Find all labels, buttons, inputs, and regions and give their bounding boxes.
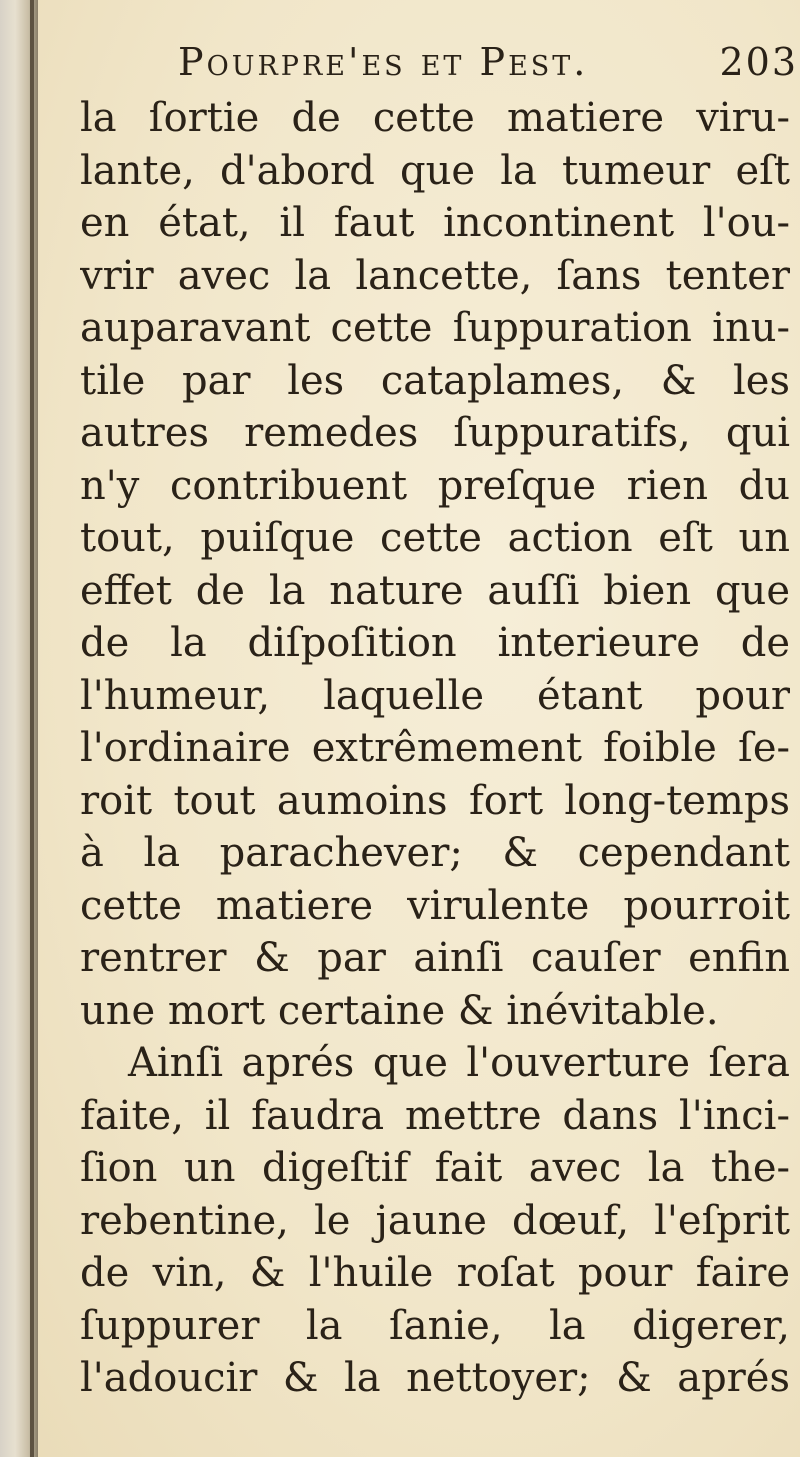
- text-line: la ſortie de cette matiere viru-: [80, 95, 790, 141]
- text-line: roit tout aumoins fort long-temps: [80, 777, 790, 824]
- gutter-shadow-line: [30, 0, 34, 1457]
- text-line: rentrer & par ainſi cauſer enfin: [80, 935, 790, 981]
- text-line: l'ordinaire extrêmement foible ſe-: [80, 725, 790, 771]
- text-line: rebentine, le jaune dœuf, l'eſprit: [80, 1197, 790, 1244]
- text-line: l'humeur, laquelle étant pour: [80, 672, 790, 719]
- text-line: autres remedes ſuppuratifs, qui: [80, 410, 790, 456]
- text-line: effet de la nature auſſi bien que: [80, 567, 790, 614]
- text-line: en état, il faut incontinent l'ou-: [80, 200, 790, 246]
- text-line: vrir avec la lancette, ſans tenter: [80, 252, 790, 299]
- text-line: de vin, & l'huile roſat pour faire: [80, 1250, 790, 1296]
- text-line: tile par les cataplames, & les: [80, 357, 790, 404]
- text-line: tout, puiſque cette action eſt un: [80, 515, 790, 561]
- text-line: lante, d'abord que la tumeur eſt: [80, 147, 790, 194]
- paragraph-start-line: Ainſi aprés que l'ouverture ſera: [128, 1040, 790, 1086]
- running-head: Pourpre'es et Pest.: [178, 40, 589, 84]
- paragraph-end-line: une mort certaine & inévitable.: [80, 987, 719, 1034]
- text-line: n'y contribuent preſque rien du: [80, 462, 790, 509]
- text-line: de la diſpoſition interieure de: [80, 620, 790, 666]
- text-line: auparavant cette ſuppuration inu-: [80, 305, 790, 351]
- text-line: cette matiere virulente pourroit: [80, 882, 790, 929]
- text-line: ſion un digeſtif fait avec la the-: [80, 1145, 790, 1191]
- text-line: à la parachever; & cependant: [80, 830, 790, 876]
- page-header: [178, 34, 798, 94]
- text-line: ſuppurer la ſanie, la digerer,: [80, 1302, 790, 1349]
- text-line: faite, il faudra mettre dans l'inci-: [80, 1092, 790, 1139]
- book-page: [38, 0, 800, 1457]
- page-number: 203: [719, 40, 798, 84]
- text-line: l'adoucir & la nettoyer; & aprés: [80, 1355, 790, 1401]
- body-text: [80, 92, 790, 1405]
